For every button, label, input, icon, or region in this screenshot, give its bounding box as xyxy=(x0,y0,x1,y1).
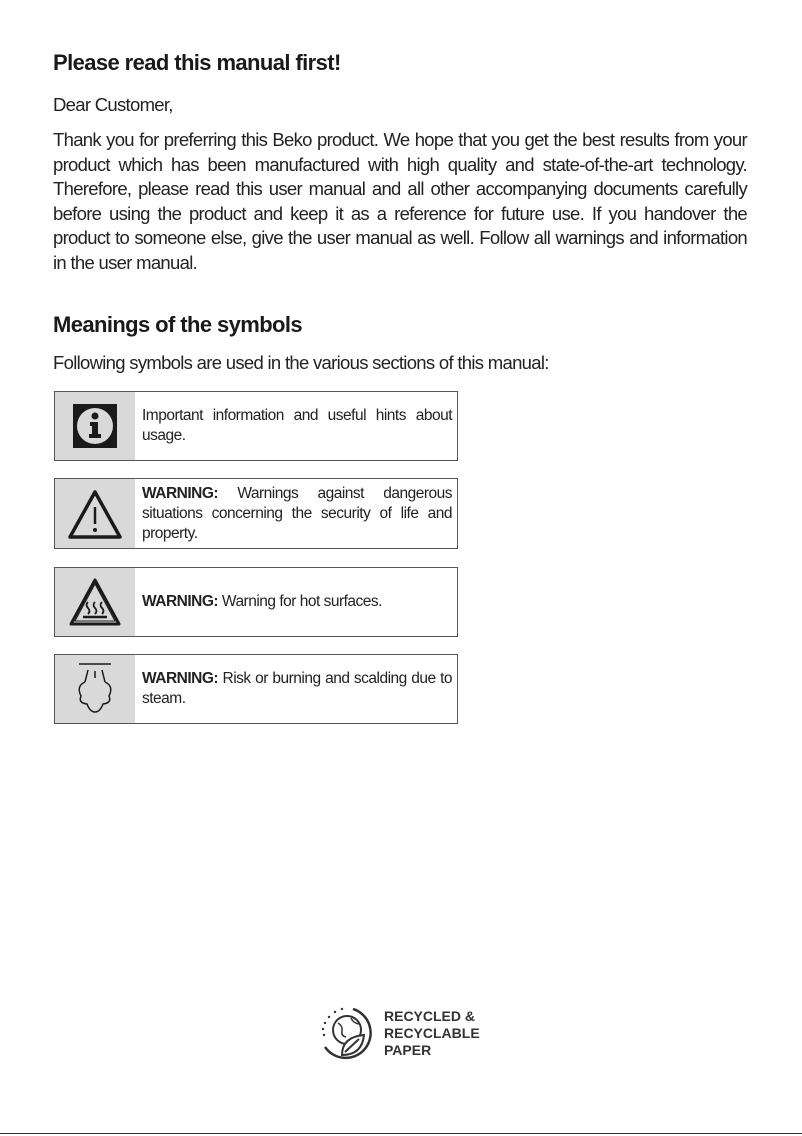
steam-icon xyxy=(55,655,135,723)
recycled-paper-logo xyxy=(318,1003,480,1063)
symbol-row-hot-surface xyxy=(54,567,458,637)
info-icon xyxy=(55,392,135,460)
logo-text-line: RECYCLABLE xyxy=(384,1024,480,1041)
symbol-row-warning xyxy=(54,478,458,549)
intro-paragraph: Thank you for preferring this Beko product. We hope that you get the best results from your product which has been manufactured with high quality and state-of-the-art technology. Therefore, please read this user manual and all other accompanying documents carefully before using the product and keep it as a reference for future use. If you handover the product to someone else, give the user manual as well. Follow all warnings and information in the user manual. xyxy=(53,129,747,273)
symbol-description: WARNING: Warnings against dangerous situations concerning the security of life and property. xyxy=(142,484,452,542)
symbol-description: WARNING: Risk or burning and scalding due to steam. xyxy=(142,670,452,707)
recycle-globe-leaf-icon xyxy=(318,1003,376,1063)
symbol-description: Important information and useful hints about usage. xyxy=(142,407,452,444)
logo-text-line: PAPER xyxy=(384,1041,432,1058)
symbol-description: WARNING: Warning for hot surfaces. xyxy=(142,593,382,610)
page-title: Please read this manual first! xyxy=(53,50,341,75)
hot-surface-icon xyxy=(55,568,135,636)
greeting: Dear Customer, xyxy=(53,94,173,115)
logo-text-line: RECYCLED & xyxy=(384,1007,476,1024)
page-bottom-rule xyxy=(0,1133,802,1134)
symbols-intro: Following symbols are used in the various sections of this manual: xyxy=(53,352,549,373)
symbol-row-info xyxy=(54,391,458,461)
symbol-row-steam xyxy=(54,654,458,724)
warning-triangle-icon xyxy=(55,479,135,548)
symbols-heading: Meanings of the symbols xyxy=(53,312,303,337)
